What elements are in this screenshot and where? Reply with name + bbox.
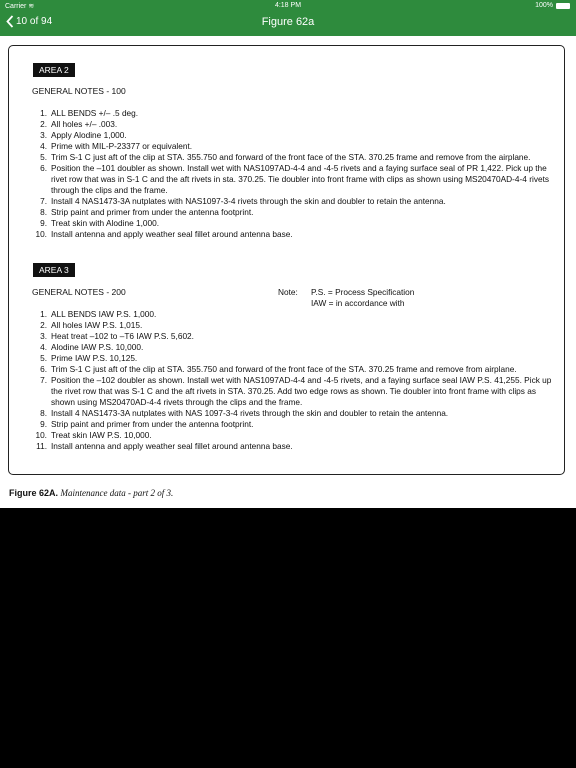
list-item-text: Alodine IAW P.S. 10,000. [51,342,144,352]
battery-percent: 100% [535,2,553,9]
list-item-text: All holes IAW P.S. 1,015. [51,320,143,330]
list-item-text: Trim S-1 C just aft of the clip at STA. 355.750 and forward of the front face of the STA. 370.25 frame and remove from the airplane. [51,152,531,162]
list-item-number: 9. [40,419,47,429]
area3-notes-list [32,309,557,452]
page-title: Figure 62a [261,16,315,28]
list-item-text: Install antenna and apply weather seal fillet around antenna base. [51,229,293,239]
list-item-number: 2. [40,320,47,330]
list-item-text: Strip paint and primer from under the antenna footprint. [51,207,254,217]
list-item-text: Prime with MIL-P-23377 or equivalent. [51,141,193,151]
list-item-number: 10. [35,430,47,440]
list-item [32,441,557,452]
list-item [32,119,557,130]
list-item [32,229,557,240]
list-item [32,408,557,419]
list-item [32,207,557,218]
area2-label: AREA 2 [33,63,75,77]
list-item [32,108,557,119]
list-item-number: 8. [40,408,47,418]
list-item [32,141,557,152]
list-item-text: Strip paint and primer from under the antenna footprint. [51,419,254,429]
list-item-number: 6. [40,163,47,173]
list-item-number: 3. [40,331,47,341]
area2-heading: GENERAL NOTES - 100 [32,86,126,96]
figure-caption [9,488,173,498]
list-item-text: All holes +/– .003. [51,119,118,129]
list-item-text: Install 4 NAS1473-3A nutplates with NAS 1097-3-4 rivets through the skin and doubler to retain the antenna. [51,408,449,418]
wifi-icon: ≋ [28,3,35,10]
list-item [32,419,557,430]
list-item-number: 4. [40,342,47,352]
list-item-number: 8. [40,207,47,217]
note-line-2: IAW = in accordance with [311,298,405,308]
list-item [32,342,557,353]
caption-text: Maintenance data - part 2 of 3. [60,488,174,498]
back-button-label: 10 of 94 [16,16,53,27]
status-bar [0,0,576,12]
list-item-text: Treat skin IAW P.S. 10,000. [51,430,152,440]
list-item [32,364,557,375]
nav-bar [0,12,576,36]
list-item-text: Install antenna and apply weather seal fillet around antenna base. [51,441,293,451]
list-item-number: 4. [40,141,47,151]
list-item-number: 7. [40,375,47,385]
list-item [32,320,557,331]
list-item [32,196,557,207]
list-item-number: 5. [40,353,47,363]
list-item [32,152,557,163]
caption-label: Figure 62A. [9,488,59,498]
list-item-number: 1. [40,108,47,118]
list-item [32,331,557,342]
battery-icon [556,3,570,9]
figure-page [0,36,576,508]
status-time: 4:18 PM [274,2,302,9]
list-item-number: 11. [36,441,47,451]
battery-indicator [535,2,570,9]
list-item-text: Treat skin with Alodine 1,000. [51,218,160,228]
area3-label: AREA 3 [33,263,75,277]
list-item-number: 5. [40,152,47,162]
note-label: Note: [278,287,298,297]
list-item [32,430,557,441]
list-item [32,353,557,364]
list-item-text: Position the –101 doubler as shown. Install wet with NAS1097AD-4-4 and -4-5 rivets and a faying surface seal of PR 1,422. Pick up the rivet row that was in S-1 C and the aft rivets in sta. 370.25. Tie doubler into front frame with clips as shown using MS20470AD-4-4 rivets through the clips and the frame. [51,163,550,195]
list-item-number: 1. [40,309,47,319]
list-item [32,163,557,196]
list-item-text: Install 4 NAS1473-3A nutplates with NAS1097-3-4 rivets through the skin and doubler to retain the antenna. [51,196,446,206]
area3-heading: GENERAL NOTES - 200 [32,287,126,297]
list-item-text: Heat treat –102 to –T6 IAW P.S. 5,602. [51,331,194,341]
list-item-text: Apply Alodine 1,000. [51,130,127,140]
carrier-text: Carrier [5,3,27,10]
list-item-text: Trim S-1 C just aft of the clip at STA. 355.750 and forward of the front face of the STA. 370.25 frame and remove from airplane. [51,364,517,374]
area2-notes-list [32,108,557,240]
list-item-number: 2. [40,119,47,129]
list-item [32,375,557,408]
list-item [32,309,557,320]
list-item-number: 6. [40,364,47,374]
list-item-text: ALL BENDS +/– .5 deg. [51,108,139,118]
list-item-text: ALL BENDS IAW P.S. 1,000. [51,309,157,319]
list-item-number: 9. [40,218,47,228]
list-item [32,218,557,229]
list-item [32,130,557,141]
list-item-text: Prime IAW P.S. 10,125. [51,353,138,363]
list-item-number: 3. [40,130,47,140]
note-line-1: P.S. = Process Specification [311,287,415,297]
list-item-number: 10. [35,229,47,239]
list-item-text: Position the –102 doubler as shown. Install wet with NAS1097AD-4-4 and -4-5 rivets, and a faying surface seal IAW P.S. 41,255. Pick up the rivet row that was S-1 C and the aft rivets in STA. 370.25. Add two edge rows as shown. Tie doubler into front frame with clips as shown using MS20470AD-4-4 rivets through the clips and the frame. [51,375,552,407]
list-item-number: 7. [40,196,47,206]
